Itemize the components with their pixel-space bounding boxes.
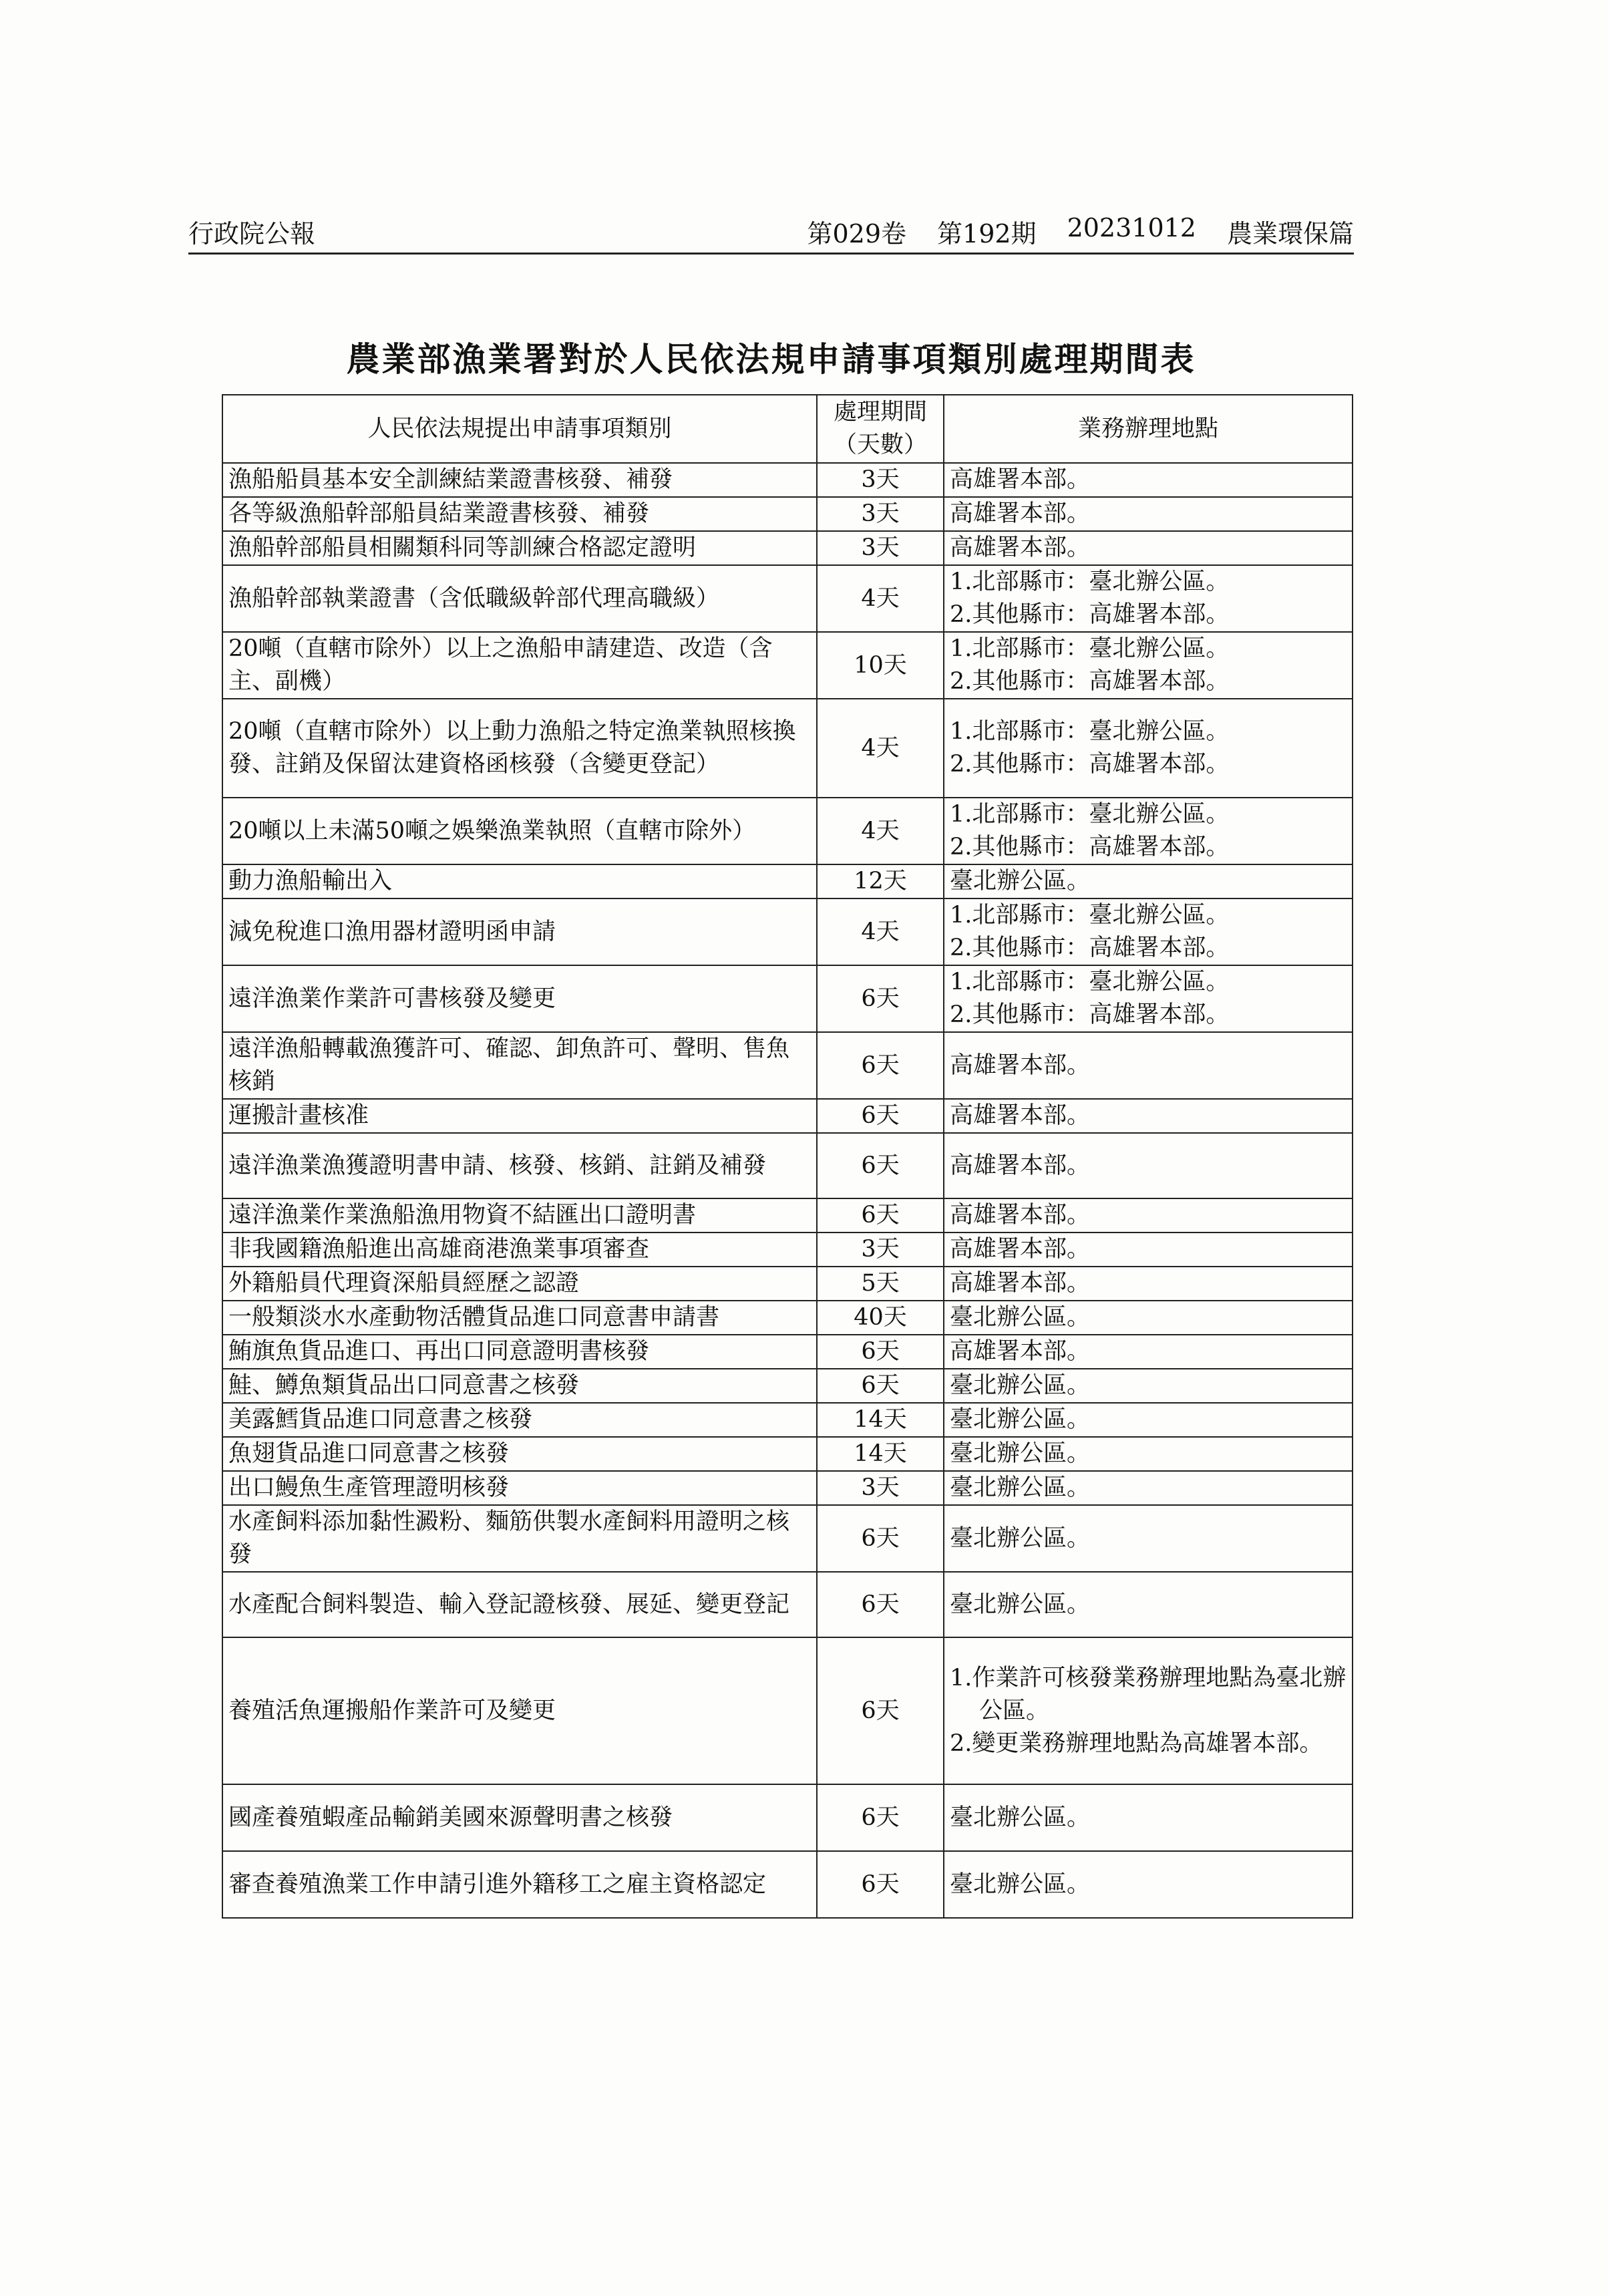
publication-name: 行政院公報: [188, 219, 316, 249]
location-line: 1.北部縣市：臺北辦公區。: [950, 902, 1230, 929]
location-cell: [944, 864, 1353, 898]
issue-info: [808, 213, 1355, 250]
location-line: 臺北辦公區。: [950, 1406, 1091, 1433]
location-line: 臺北辦公區。: [950, 1870, 1091, 1898]
location-line: 高雄署本部。: [950, 500, 1091, 527]
table-row: [222, 1403, 1353, 1437]
item-cell: 20噸（直轄市除外）以上之漁船申請建造、改造（含主、副機）: [222, 632, 817, 699]
location-cell: [944, 565, 1353, 632]
days-cell: 3天: [817, 497, 944, 531]
processing-period-table: [222, 394, 1353, 1919]
table-row: [222, 864, 1353, 898]
days-cell: 3天: [817, 531, 944, 565]
location-cell: [944, 1851, 1353, 1918]
item-cell: 遠洋漁船轉載漁獲許可、確認、卸魚許可、聲明、售魚核銷: [222, 1032, 817, 1099]
location-cell: [944, 1099, 1353, 1133]
days-cell: 12天: [817, 864, 944, 898]
location-cell: [944, 965, 1353, 1032]
location-line: 臺北辦公區。: [950, 1804, 1091, 1831]
item-cell: 運搬計畫核准: [222, 1099, 817, 1133]
issue-number: 第192期: [937, 219, 1037, 249]
location-line: 2.其他縣市：高雄署本部。: [950, 601, 1230, 628]
location-cell: [944, 1233, 1353, 1267]
location-line: 高雄署本部。: [950, 1270, 1091, 1297]
location-line: 1.北部縣市：臺北辦公區。: [950, 801, 1230, 828]
item-cell: 漁船船員基本安全訓練結業證書核發、補發: [222, 463, 817, 497]
days-cell: 4天: [817, 699, 944, 798]
document-title: 農業部漁業署對於人民依法規申請事項類別處理期間表: [346, 339, 1196, 379]
header-period: 處理期間（天數）: [817, 395, 944, 463]
item-cell: 養殖活魚運搬船作業許可及變更: [222, 1637, 817, 1784]
location-cell: [944, 463, 1353, 497]
location-cell: [944, 1032, 1353, 1099]
location-cell: [944, 1505, 1353, 1572]
table-row: [222, 965, 1353, 1032]
location-cell: [944, 1471, 1353, 1505]
location-line: 臺北辦公區。: [950, 1474, 1091, 1501]
location-cell: [944, 898, 1353, 965]
days-cell: 14天: [817, 1403, 944, 1437]
days-cell: 4天: [817, 898, 944, 965]
item-cell: 遠洋漁業漁獲證明書申請、核發、核銷、註銷及補發: [222, 1133, 817, 1198]
table-row: [222, 463, 1353, 497]
location-cell: [944, 632, 1353, 699]
location-cell: [944, 798, 1353, 864]
table-row: [222, 1471, 1353, 1505]
bulletin-header: [188, 212, 1354, 255]
table-row: [222, 1369, 1353, 1403]
table-row: [222, 1301, 1353, 1335]
header-item: 人民依法規提出申請事項類別: [222, 395, 817, 463]
location-line: 2.其他縣市：高雄署本部。: [950, 668, 1230, 695]
location-line: 高雄署本部。: [950, 1202, 1091, 1228]
item-cell: 遠洋漁業作業漁船漁用物資不結匯出口證明書: [222, 1198, 817, 1233]
table-row: [222, 1133, 1353, 1198]
location-cell: [944, 1301, 1353, 1335]
location-cell: [944, 1637, 1353, 1784]
location-cell: [944, 1403, 1353, 1437]
item-cell: 鮭、鱒魚類貨品出口同意書之核發: [222, 1369, 817, 1403]
location-line: 1.北部縣市：臺北辦公區。: [950, 718, 1230, 745]
location-line: 1.北部縣市：臺北辦公區。: [950, 635, 1230, 662]
table-row: [222, 1851, 1353, 1918]
table-row: [222, 1233, 1353, 1267]
location-line: 2.其他縣市：高雄署本部。: [950, 834, 1230, 860]
days-cell: 6天: [817, 1505, 944, 1572]
table-row: [222, 1198, 1353, 1233]
item-cell: 減免稅進口漁用器材證明函申請: [222, 898, 817, 965]
days-cell: 6天: [817, 1133, 944, 1198]
days-cell: 6天: [817, 1851, 944, 1918]
location-line: 1.北部縣市：臺北辦公區。: [950, 969, 1230, 995]
item-cell: 國產養殖蝦產品輸銷美國來源聲明書之核發: [222, 1784, 817, 1851]
table-row: [222, 1505, 1353, 1572]
days-cell: 3天: [817, 1233, 944, 1267]
item-cell: 水產飼料添加黏性澱粉、麵筋供製水產飼料用證明之核發: [222, 1505, 817, 1572]
days-cell: 4天: [817, 565, 944, 632]
table-row: [222, 1099, 1353, 1133]
location-cell: [944, 699, 1353, 798]
location-line: 2.其他縣市：高雄署本部。: [950, 935, 1230, 961]
days-cell: 10天: [817, 632, 944, 699]
item-cell: 魚翅貨品進口同意書之核發: [222, 1437, 817, 1471]
item-cell: 漁船幹部執業證書（含低職級幹部代理高職級）: [222, 565, 817, 632]
item-cell: 美露鱈貨品進口同意書之核發: [222, 1403, 817, 1437]
location-line: 高雄署本部。: [950, 466, 1091, 493]
location-cell: [944, 1267, 1353, 1301]
days-cell: 6天: [817, 1335, 944, 1369]
table-row: [222, 565, 1353, 632]
item-cell: 一般類淡水水產動物活體貨品進口同意書申請書: [222, 1301, 817, 1335]
location-line: 高雄署本部。: [950, 1338, 1091, 1365]
location-cell: [944, 1133, 1353, 1198]
days-cell: 6天: [817, 965, 944, 1032]
item-cell: 水產配合飼料製造、輸入登記證核發、展延、變更登記: [222, 1572, 817, 1637]
days-cell: 6天: [817, 1637, 944, 1784]
days-cell: 6天: [817, 1572, 944, 1637]
table-row: [222, 1032, 1353, 1099]
table-row: [222, 1437, 1353, 1471]
header-location: 業務辦理地點: [944, 395, 1353, 463]
volume-number: 第029卷: [807, 219, 907, 249]
days-cell: 6天: [817, 1198, 944, 1233]
days-cell: 6天: [817, 1369, 944, 1403]
location-cell: [944, 497, 1353, 531]
location-cell: [944, 1335, 1353, 1369]
days-cell: 40天: [817, 1301, 944, 1335]
table-row: [222, 497, 1353, 531]
table-row: [222, 699, 1353, 798]
location-line: 高雄署本部。: [950, 1152, 1091, 1179]
item-cell: 動力漁船輸出入: [222, 864, 817, 898]
table-row: [222, 1784, 1353, 1851]
item-cell: 20噸以上未滿50噸之娛樂漁業執照（直轄市除外）: [222, 798, 817, 864]
location-line: 1.作業許可核發業務辦理地點為臺北辦公區。: [950, 1664, 1347, 1724]
location-line: 高雄署本部。: [950, 534, 1091, 561]
table-row: [222, 1637, 1353, 1784]
location-line: 臺北辦公區。: [950, 1524, 1091, 1552]
item-cell: 審查養殖漁業工作申請引進外籍移工之雇主資格認定: [222, 1851, 817, 1918]
table-row: [222, 1335, 1353, 1369]
location-cell: [944, 1437, 1353, 1471]
table-row: [222, 632, 1353, 699]
location-line: 臺北辦公區。: [950, 1440, 1091, 1467]
location-cell: [944, 1784, 1353, 1851]
item-cell: 各等級漁船幹部船員結業證書核發、補發: [222, 497, 817, 531]
days-cell: 6天: [817, 1032, 944, 1099]
location-line: 臺北辦公區。: [950, 1304, 1091, 1331]
days-cell: 3天: [817, 1471, 944, 1505]
location-line: 1.北部縣市：臺北辦公區。: [950, 568, 1230, 595]
days-cell: 6天: [817, 1099, 944, 1133]
location-line: 臺北辦公區。: [950, 868, 1091, 894]
item-cell: 非我國籍漁船進出高雄商港漁業事項審查: [222, 1233, 817, 1267]
item-cell: 鮪旗魚貨品進口、再出口同意證明書核發: [222, 1335, 817, 1369]
location-line: 2.變更業務辦理地點為高雄署本部。: [950, 1730, 1323, 1757]
location-line: 2.其他縣市：高雄署本部。: [950, 1001, 1230, 1028]
table-row: [222, 798, 1353, 864]
table-row: [222, 531, 1353, 565]
table-row: [222, 1572, 1353, 1637]
item-cell: 出口鰻魚生產管理證明核發: [222, 1471, 817, 1505]
days-cell: 14天: [817, 1437, 944, 1471]
table-row: [222, 1267, 1353, 1301]
section-name: 農業環保篇: [1226, 219, 1354, 249]
location-cell: [944, 1572, 1353, 1637]
days-cell: 4天: [817, 798, 944, 864]
item-cell: 外籍船員代理資深船員經歷之認證: [222, 1267, 817, 1301]
location-cell: [944, 531, 1353, 565]
table-header-row: [222, 395, 1353, 463]
item-cell: 漁船幹部船員相關類科同等訓練合格認定證明: [222, 531, 817, 565]
location-line: 高雄署本部。: [950, 1236, 1091, 1263]
location-line: 高雄署本部。: [950, 1051, 1091, 1079]
location-line: 2.其他縣市：高雄署本部。: [950, 751, 1230, 778]
issue-date: 20231012: [1067, 213, 1196, 242]
location-cell: [944, 1198, 1353, 1233]
location-cell: [944, 1369, 1353, 1403]
table-row: [222, 898, 1353, 965]
days-cell: 5天: [817, 1267, 944, 1301]
location-line: 高雄署本部。: [950, 1102, 1091, 1129]
location-line: 臺北辦公區。: [950, 1372, 1091, 1399]
item-cell: 20噸（直轄市除外）以上動力漁船之特定漁業執照核換發、註銷及保留汰建資格函核發（含變更登記）: [222, 699, 817, 798]
days-cell: 3天: [817, 463, 944, 497]
location-line: 臺北辦公區。: [950, 1591, 1091, 1618]
item-cell: 遠洋漁業作業許可書核發及變更: [222, 965, 817, 1032]
days-cell: 6天: [817, 1784, 944, 1851]
